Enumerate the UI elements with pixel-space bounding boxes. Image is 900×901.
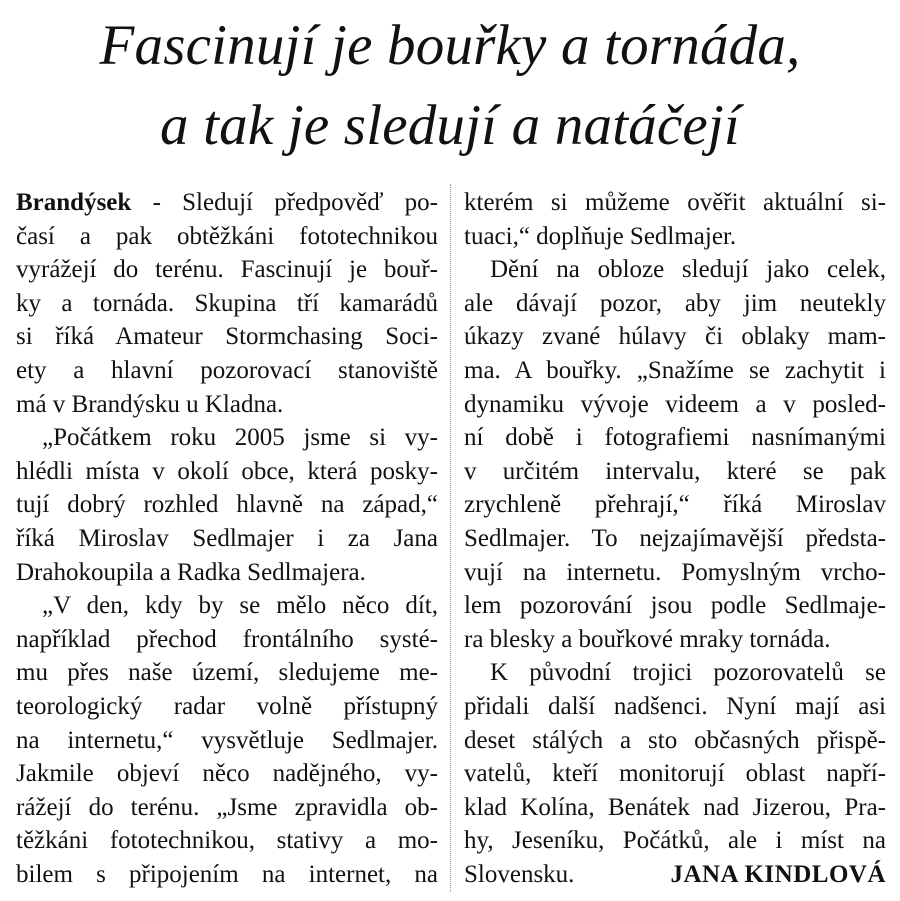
text-line: ní době i fotografiemi nasnímanými xyxy=(464,424,886,452)
text-line: zrychleně přehrají,“ říká Miroslav xyxy=(464,491,886,519)
text-line: ky a tornáda. Skupina tří kamarádů xyxy=(16,289,438,317)
headline-line-2: a tak je sledují a natáčejí xyxy=(159,94,741,157)
text-line: na internetu,“ vysvětluje Sedlmajer. xyxy=(16,726,438,754)
text-line: dynamiku vývoje videem a v posled- xyxy=(464,390,886,418)
text-line: vují na internetu. Pomyslným vrcho- xyxy=(464,558,886,586)
paragraph-start: „V den, kdy by se mělo něco dít, xyxy=(42,592,438,620)
text-line: mu přes naše území, sledujeme me- xyxy=(16,659,438,687)
text-line: hy, Jeseníku, Počátků, ale i míst na xyxy=(464,827,886,855)
headline xyxy=(0,6,900,166)
text-line: časí a pak obtěžkáni fototechnikou xyxy=(16,222,438,250)
text-line: těžkáni fototechnikou, stativy a mo- xyxy=(16,827,438,855)
text-line: vatelů, kteří monitorují oblast napří- xyxy=(464,760,886,788)
text-fragment: - Sledují předpověď po- xyxy=(131,189,438,216)
right-column xyxy=(464,186,886,891)
text-line: v určitém intervalu, které se pak xyxy=(464,457,886,485)
final-text: Slovensku. xyxy=(464,860,575,888)
text-line: říká Miroslav Sedlmajer i za Jana xyxy=(16,524,438,552)
dateline: Brandýsek xyxy=(16,189,132,216)
text-line: tuaci,“ doplňuje Sedlmajer. xyxy=(464,222,737,250)
text-line: rážejí do terénu. „Jsme zpravidla ob- xyxy=(16,793,438,821)
text-line: ra blesky a bouřkové mraky tornáda. xyxy=(464,625,831,653)
author-byline: JANA KINDLOVÁ xyxy=(670,860,886,888)
text-line: tují dobrý rozhled hlavně na západ,“ xyxy=(16,491,438,519)
text-line xyxy=(16,186,438,220)
text-line: úkazy zvané húlavy či oblaky mam- xyxy=(464,323,886,351)
text-line: Sedlmajer. To nejzajímavější předsta- xyxy=(464,524,886,552)
paragraph-start: „Počátkem roku 2005 jsme si vy- xyxy=(42,424,438,452)
text-line: Jakmile objeví něco nadějného, vy- xyxy=(16,760,438,788)
text-line: ale dávají pozor, aby jim neutekly xyxy=(464,289,886,317)
text-line: kterém si můžeme ověřit aktuální si- xyxy=(464,189,886,216)
left-column xyxy=(16,186,438,891)
text-line: teorologický radar volně přístupný xyxy=(16,692,438,720)
text-line: má v Brandýsku u Kladna. xyxy=(16,390,284,418)
text-line: ety a hlavní pozorovací stanoviště xyxy=(16,356,438,384)
text-line: ma. A bouřky. „Snažíme se zachytit i xyxy=(464,356,886,384)
headline-line-1: Fascinují je bouřky a tornáda, xyxy=(99,14,801,77)
text-line: přidali další nadšenci. Nyní mají asi xyxy=(464,692,886,720)
paragraph-start: Dění na obloze sledují jako celek, xyxy=(490,256,886,284)
final-line xyxy=(464,858,886,892)
text-line: si říká Amateur Stormchasing Soci- xyxy=(16,323,438,351)
text-line: bilem s připojením na internet, na xyxy=(16,860,438,888)
text-line: hlédli místa v okolí obce, která posky- xyxy=(16,457,438,485)
column-divider xyxy=(450,184,451,892)
text-line: lem pozorování jsou podle Sedlmaje- xyxy=(464,592,886,620)
text-line: deset stálých a sto občasných přispě- xyxy=(464,726,886,754)
text-line: vyrážejí do terénu. Fascinují je bouř- xyxy=(16,256,438,284)
text-line: klad Kolína, Benátek nad Jizerou, Pra- xyxy=(464,793,886,821)
text-line: Drahokoupila a Radka Sedlmajera. xyxy=(16,558,366,586)
paragraph-start: K původní trojici pozorovatelů se xyxy=(490,659,886,687)
text-line: například přechod frontálního systé- xyxy=(16,625,438,653)
